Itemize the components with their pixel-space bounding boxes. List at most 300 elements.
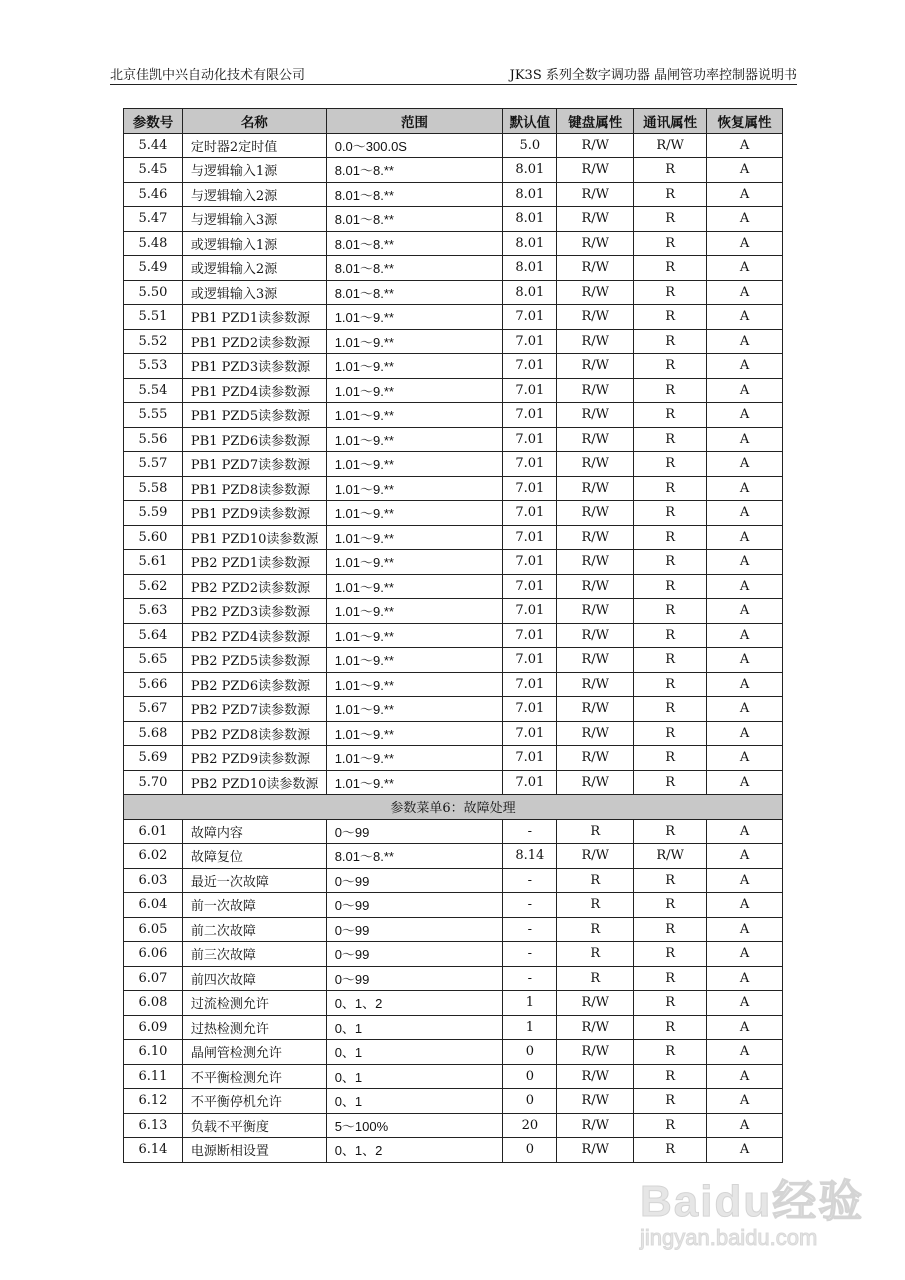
keyboard-attr: R/W xyxy=(557,452,634,477)
default-value: 7.01 xyxy=(503,476,557,501)
default-value: 7.01 xyxy=(503,721,557,746)
keyboard-attr: R/W xyxy=(557,476,634,501)
default-value: 0 xyxy=(503,1064,557,1089)
keyboard-attr: R/W xyxy=(557,672,634,697)
param-id: 5.45 xyxy=(124,158,183,183)
comm-attr: R xyxy=(634,403,707,428)
restore-attr: A xyxy=(707,550,783,575)
param-name: 不平衡检测允许 xyxy=(182,1064,326,1089)
param-name: 前二次故障 xyxy=(182,917,326,942)
comm-attr: R xyxy=(634,1040,707,1065)
param-range: 1.01～9.** xyxy=(326,501,503,526)
param-range: 0～99 xyxy=(326,942,503,967)
table-row xyxy=(124,893,783,918)
comm-attr: R xyxy=(634,966,707,991)
param-id: 5.57 xyxy=(124,452,183,477)
restore-attr: A xyxy=(707,1040,783,1065)
param-id: 5.58 xyxy=(124,476,183,501)
default-value: 0 xyxy=(503,1040,557,1065)
param-id: 5.47 xyxy=(124,207,183,232)
column-header: 名称 xyxy=(182,109,326,134)
restore-attr: A xyxy=(707,746,783,771)
keyboard-attr: R/W xyxy=(557,1089,634,1114)
keyboard-attr: R xyxy=(557,966,634,991)
param-id: 5.66 xyxy=(124,672,183,697)
comm-attr: R xyxy=(634,672,707,697)
restore-attr: A xyxy=(707,942,783,967)
default-value: 7.01 xyxy=(503,697,557,722)
default-value: 7.01 xyxy=(503,501,557,526)
keyboard-attr: R/W xyxy=(557,697,634,722)
param-name: 负载不平衡度 xyxy=(182,1113,326,1138)
param-name: 与逻辑输入1源 xyxy=(182,158,326,183)
param-id: 6.07 xyxy=(124,966,183,991)
param-id: 5.56 xyxy=(124,427,183,452)
comm-attr: R xyxy=(634,623,707,648)
section-row xyxy=(124,795,783,820)
restore-attr: A xyxy=(707,256,783,281)
restore-attr: A xyxy=(707,770,783,795)
table-row xyxy=(124,648,783,673)
param-range: 1.01～9.** xyxy=(326,746,503,771)
param-id: 6.08 xyxy=(124,991,183,1016)
param-range: 1.01～9.** xyxy=(326,378,503,403)
table-row xyxy=(124,501,783,526)
param-id: 5.68 xyxy=(124,721,183,746)
keyboard-attr: R/W xyxy=(557,1015,634,1040)
restore-attr: A xyxy=(707,182,783,207)
param-id: 5.50 xyxy=(124,280,183,305)
param-name: 或逻辑输入2源 xyxy=(182,256,326,281)
table-row xyxy=(124,280,783,305)
comm-attr: R/W xyxy=(634,844,707,869)
param-range: 0、1 xyxy=(326,1015,503,1040)
default-value: 8.01 xyxy=(503,207,557,232)
comm-attr: R xyxy=(634,1089,707,1114)
comm-attr: R xyxy=(634,942,707,967)
default-value: 7.01 xyxy=(503,305,557,330)
param-range: 1.01～9.** xyxy=(326,403,503,428)
keyboard-attr: R/W xyxy=(557,574,634,599)
comm-attr: R xyxy=(634,550,707,575)
default-value: 7.01 xyxy=(503,378,557,403)
keyboard-attr: R/W xyxy=(557,991,634,1016)
comm-attr: R xyxy=(634,599,707,624)
table-row xyxy=(124,844,783,869)
keyboard-attr: R/W xyxy=(557,354,634,379)
comm-attr: R xyxy=(634,207,707,232)
comm-attr: R xyxy=(634,231,707,256)
param-range: 1.01～9.** xyxy=(326,550,503,575)
keyboard-attr: R/W xyxy=(557,1113,634,1138)
default-value: 7.01 xyxy=(503,574,557,599)
param-id: 5.46 xyxy=(124,182,183,207)
comm-attr: R xyxy=(634,354,707,379)
param-name: PB2 PZD10读参数源 xyxy=(182,770,326,795)
table-row xyxy=(124,868,783,893)
comm-attr: R xyxy=(634,917,707,942)
keyboard-attr: R/W xyxy=(557,231,634,256)
table-row xyxy=(124,133,783,158)
default-value: 7.01 xyxy=(503,329,557,354)
param-name: 故障复位 xyxy=(182,844,326,869)
table-row xyxy=(124,550,783,575)
keyboard-attr: R/W xyxy=(557,1064,634,1089)
table-row xyxy=(124,599,783,624)
param-range: 1.01～9.** xyxy=(326,354,503,379)
param-name: PB1 PZD4读参数源 xyxy=(182,378,326,403)
param-name: PB2 PZD4读参数源 xyxy=(182,623,326,648)
param-id: 5.48 xyxy=(124,231,183,256)
keyboard-attr: R/W xyxy=(557,623,634,648)
comm-attr: R xyxy=(634,305,707,330)
comm-attr: R xyxy=(634,868,707,893)
default-value: 7.01 xyxy=(503,672,557,697)
param-range: 1.01～9.** xyxy=(326,623,503,648)
param-range: 0、1 xyxy=(326,1089,503,1114)
table-row xyxy=(124,256,783,281)
keyboard-attr: R xyxy=(557,893,634,918)
table-row xyxy=(124,1015,783,1040)
comm-attr: R xyxy=(634,1113,707,1138)
table-row xyxy=(124,966,783,991)
param-range: 0.0～300.0S xyxy=(326,133,503,158)
table-row xyxy=(124,305,783,330)
param-id: 5.52 xyxy=(124,329,183,354)
param-id: 5.65 xyxy=(124,648,183,673)
comm-attr: R xyxy=(634,280,707,305)
restore-attr: A xyxy=(707,868,783,893)
default-value: 0 xyxy=(503,1089,557,1114)
param-name: PB2 PZD2读参数源 xyxy=(182,574,326,599)
param-id: 5.62 xyxy=(124,574,183,599)
comm-attr: R xyxy=(634,574,707,599)
param-range: 8.01～8.** xyxy=(326,256,503,281)
restore-attr: A xyxy=(707,158,783,183)
keyboard-attr: R/W xyxy=(557,329,634,354)
keyboard-attr: R/W xyxy=(557,746,634,771)
table-row xyxy=(124,819,783,844)
table-row xyxy=(124,1064,783,1089)
restore-attr: A xyxy=(707,648,783,673)
restore-attr: A xyxy=(707,133,783,158)
default-value: - xyxy=(503,868,557,893)
default-value: 7.01 xyxy=(503,452,557,477)
param-name: PB1 PZD8读参数源 xyxy=(182,476,326,501)
param-id: 6.13 xyxy=(124,1113,183,1138)
restore-attr: A xyxy=(707,452,783,477)
column-header: 参数号 xyxy=(124,109,183,134)
restore-attr: A xyxy=(707,1113,783,1138)
parameter-table xyxy=(123,108,783,1163)
param-range: 0～99 xyxy=(326,819,503,844)
watermark-url: jingyan.baidu.com xyxy=(640,1225,818,1250)
column-header: 范围 xyxy=(326,109,503,134)
param-id: 5.67 xyxy=(124,697,183,722)
param-id: 6.03 xyxy=(124,868,183,893)
comm-attr: R xyxy=(634,476,707,501)
restore-attr: A xyxy=(707,893,783,918)
table-row xyxy=(124,158,783,183)
default-value: 8.01 xyxy=(503,182,557,207)
param-name: PB2 PZD5读参数源 xyxy=(182,648,326,673)
param-id: 5.55 xyxy=(124,403,183,428)
comm-attr: R xyxy=(634,770,707,795)
param-range: 8.01～8.** xyxy=(326,280,503,305)
keyboard-attr: R/W xyxy=(557,427,634,452)
keyboard-attr: R/W xyxy=(557,305,634,330)
param-name: PB2 PZD8读参数源 xyxy=(182,721,326,746)
keyboard-attr: R/W xyxy=(557,648,634,673)
param-name: 前一次故障 xyxy=(182,893,326,918)
comm-attr: R xyxy=(634,182,707,207)
table-row xyxy=(124,525,783,550)
company-name: 北京佳凯中兴自动化技术有限公司 xyxy=(110,68,306,83)
comm-attr: R xyxy=(634,697,707,722)
restore-attr: A xyxy=(707,1015,783,1040)
default-value: 8.01 xyxy=(503,256,557,281)
keyboard-attr: R/W xyxy=(557,280,634,305)
comm-attr: R xyxy=(634,721,707,746)
param-range: 0～99 xyxy=(326,868,503,893)
default-value: 7.01 xyxy=(503,525,557,550)
param-range: 8.01～8.** xyxy=(326,207,503,232)
default-value: 7.01 xyxy=(503,623,557,648)
param-name: PB1 PZD6读参数源 xyxy=(182,427,326,452)
param-name: 不平衡停机允许 xyxy=(182,1089,326,1114)
table-row xyxy=(124,231,783,256)
param-id: 5.64 xyxy=(124,623,183,648)
param-range: 1.01～9.** xyxy=(326,721,503,746)
keyboard-attr: R/W xyxy=(557,844,634,869)
table-row xyxy=(124,942,783,967)
comm-attr: R xyxy=(634,991,707,1016)
restore-attr: A xyxy=(707,207,783,232)
param-range: 1.01～9.** xyxy=(326,697,503,722)
param-range: 1.01～9.** xyxy=(326,599,503,624)
param-name: PB2 PZD9读参数源 xyxy=(182,746,326,771)
table-row xyxy=(124,746,783,771)
param-id: 6.06 xyxy=(124,942,183,967)
table-row xyxy=(124,182,783,207)
param-id: 5.61 xyxy=(124,550,183,575)
comm-attr: R xyxy=(634,158,707,183)
keyboard-attr: R/W xyxy=(557,1040,634,1065)
param-id: 6.09 xyxy=(124,1015,183,1040)
param-name: PB2 PZD3读参数源 xyxy=(182,599,326,624)
keyboard-attr: R/W xyxy=(557,770,634,795)
default-value: 0 xyxy=(503,1138,557,1163)
restore-attr: A xyxy=(707,697,783,722)
restore-attr: A xyxy=(707,354,783,379)
default-value: - xyxy=(503,819,557,844)
param-name: PB2 PZD7读参数源 xyxy=(182,697,326,722)
restore-attr: A xyxy=(707,721,783,746)
default-value: - xyxy=(503,942,557,967)
param-id: 5.53 xyxy=(124,354,183,379)
section-title: 参数菜单6：故障处理 xyxy=(124,795,783,820)
table-row xyxy=(124,917,783,942)
keyboard-attr: R/W xyxy=(557,501,634,526)
restore-attr: A xyxy=(707,672,783,697)
table-row xyxy=(124,1089,783,1114)
restore-attr: A xyxy=(707,599,783,624)
comm-attr: R xyxy=(634,819,707,844)
param-range: 8.01～8.** xyxy=(326,182,503,207)
restore-attr: A xyxy=(707,501,783,526)
keyboard-attr: R/W xyxy=(557,525,634,550)
param-name: PB1 PZD10读参数源 xyxy=(182,525,326,550)
default-value: 7.01 xyxy=(503,427,557,452)
comm-attr: R xyxy=(634,746,707,771)
param-id: 6.05 xyxy=(124,917,183,942)
comm-attr: R xyxy=(634,525,707,550)
table-row xyxy=(124,1040,783,1065)
param-name: PB1 PZD7读参数源 xyxy=(182,452,326,477)
param-name: 过热检测允许 xyxy=(182,1015,326,1040)
keyboard-attr: R/W xyxy=(557,158,634,183)
baidu-watermark xyxy=(640,1165,864,1251)
table-row xyxy=(124,207,783,232)
restore-attr: A xyxy=(707,1089,783,1114)
keyboard-attr: R/W xyxy=(557,550,634,575)
table-row xyxy=(124,1113,783,1138)
restore-attr: A xyxy=(707,623,783,648)
default-value: 7.01 xyxy=(503,648,557,673)
param-range: 8.01～8.** xyxy=(326,158,503,183)
default-value: 7.01 xyxy=(503,403,557,428)
param-name: 与逻辑输入3源 xyxy=(182,207,326,232)
param-range: 1.01～9.** xyxy=(326,476,503,501)
param-id: 6.12 xyxy=(124,1089,183,1114)
keyboard-attr: R/W xyxy=(557,378,634,403)
watermark-brand: Baidu经验 xyxy=(640,1177,865,1226)
param-name: PB2 PZD1读参数源 xyxy=(182,550,326,575)
keyboard-attr: R/W xyxy=(557,207,634,232)
param-id: 6.10 xyxy=(124,1040,183,1065)
param-id: 5.44 xyxy=(124,133,183,158)
param-name: PB1 PZD9读参数源 xyxy=(182,501,326,526)
param-range: 1.01～9.** xyxy=(326,648,503,673)
comm-attr: R/W xyxy=(634,133,707,158)
param-range: 0～99 xyxy=(326,966,503,991)
table-row xyxy=(124,427,783,452)
param-name: PB2 PZD6读参数源 xyxy=(182,672,326,697)
keyboard-attr: R xyxy=(557,917,634,942)
restore-attr: A xyxy=(707,991,783,1016)
column-header: 键盘属性 xyxy=(557,109,634,134)
default-value: 8.01 xyxy=(503,280,557,305)
keyboard-attr: R xyxy=(557,942,634,967)
param-name: 或逻辑输入1源 xyxy=(182,231,326,256)
param-name: 定时器2定时值 xyxy=(182,133,326,158)
restore-attr: A xyxy=(707,574,783,599)
comm-attr: R xyxy=(634,648,707,673)
param-id: 5.59 xyxy=(124,501,183,526)
param-name: 过流检测允许 xyxy=(182,991,326,1016)
param-range: 1.01～9.** xyxy=(326,305,503,330)
comm-attr: R xyxy=(634,329,707,354)
comm-attr: R xyxy=(634,1064,707,1089)
param-range: 0、1 xyxy=(326,1040,503,1065)
param-range: 1.01～9.** xyxy=(326,770,503,795)
param-id: 5.69 xyxy=(124,746,183,771)
restore-attr: A xyxy=(707,476,783,501)
document-title: JK3S 系列全数字调功器 晶闸管功率控制器说明书 xyxy=(509,68,797,83)
param-id: 5.60 xyxy=(124,525,183,550)
param-id: 5.49 xyxy=(124,256,183,281)
param-range: 1.01～9.** xyxy=(326,329,503,354)
param-range: 0、1 xyxy=(326,1064,503,1089)
table-row xyxy=(124,452,783,477)
table-row xyxy=(124,329,783,354)
comm-attr: R xyxy=(634,893,707,918)
restore-attr: A xyxy=(707,1064,783,1089)
default-value: - xyxy=(503,893,557,918)
page-header xyxy=(110,62,797,85)
comm-attr: R xyxy=(634,256,707,281)
default-value: 20 xyxy=(503,1113,557,1138)
param-range: 0～99 xyxy=(326,917,503,942)
default-value: 7.01 xyxy=(503,550,557,575)
keyboard-attr: R/W xyxy=(557,256,634,281)
default-value: - xyxy=(503,917,557,942)
table-row xyxy=(124,697,783,722)
restore-attr: A xyxy=(707,231,783,256)
restore-attr: A xyxy=(707,329,783,354)
param-name: 晶闸管检测允许 xyxy=(182,1040,326,1065)
table-header-row xyxy=(124,109,783,134)
param-range: 1.01～9.** xyxy=(326,452,503,477)
table-row xyxy=(124,770,783,795)
comm-attr: R xyxy=(634,501,707,526)
restore-attr: A xyxy=(707,280,783,305)
restore-attr: A xyxy=(707,1138,783,1163)
param-id: 5.51 xyxy=(124,305,183,330)
keyboard-attr: R/W xyxy=(557,133,634,158)
param-range: 0、1、2 xyxy=(326,991,503,1016)
table-row xyxy=(124,574,783,599)
restore-attr: A xyxy=(707,844,783,869)
param-name: PB1 PZD2读参数源 xyxy=(182,329,326,354)
param-id: 6.04 xyxy=(124,893,183,918)
restore-attr: A xyxy=(707,525,783,550)
param-id: 5.63 xyxy=(124,599,183,624)
default-value: 8.01 xyxy=(503,158,557,183)
keyboard-attr: R/W xyxy=(557,403,634,428)
param-name: PB1 PZD5读参数源 xyxy=(182,403,326,428)
param-id: 6.02 xyxy=(124,844,183,869)
param-name: 与逻辑输入2源 xyxy=(182,182,326,207)
keyboard-attr: R/W xyxy=(557,721,634,746)
comm-attr: R xyxy=(634,452,707,477)
default-value: 1 xyxy=(503,991,557,1016)
param-range: 1.01～9.** xyxy=(326,525,503,550)
param-name: PB1 PZD1读参数源 xyxy=(182,305,326,330)
keyboard-attr: R xyxy=(557,819,634,844)
restore-attr: A xyxy=(707,305,783,330)
table-row xyxy=(124,378,783,403)
column-header: 默认值 xyxy=(503,109,557,134)
keyboard-attr: R/W xyxy=(557,599,634,624)
default-value: 8.14 xyxy=(503,844,557,869)
table-row xyxy=(124,1138,783,1163)
param-range: 1.01～9.** xyxy=(326,672,503,697)
restore-attr: A xyxy=(707,378,783,403)
keyboard-attr: R/W xyxy=(557,1138,634,1163)
column-header: 通讯属性 xyxy=(634,109,707,134)
param-id: 6.14 xyxy=(124,1138,183,1163)
